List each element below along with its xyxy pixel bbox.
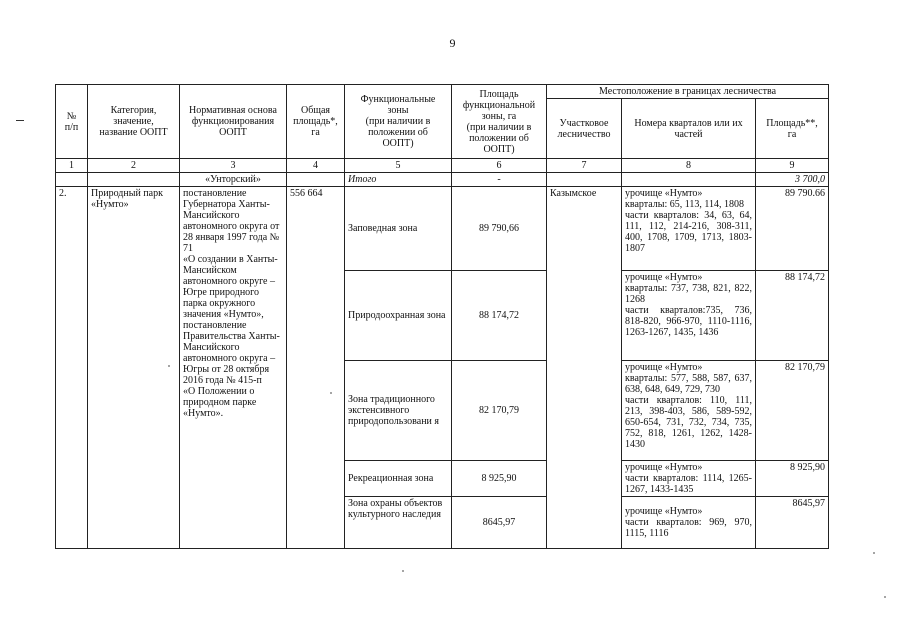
itogo-label: Итого [345, 173, 452, 187]
column-number: 4 [287, 159, 345, 173]
scan-speck [884, 596, 886, 598]
zone-area: 82 170,79 [452, 361, 547, 461]
zone-row [56, 187, 829, 271]
zone-quarters: урочище «Нумто» кварталы: 577, 588, 587, 637, 638, 648, 649, 729, 730 части кварталов: 110, 111, 213, 398-403, 586, 589-592, 650-654, 731, 732, 734, 735, 752, 818, 1261, 1262, 1428-1430 [622, 361, 756, 461]
scan-speck [873, 552, 875, 554]
zone-name: Зона традиционного экстенсивного природопользовани я [345, 361, 452, 461]
zone-location-area: 89 790.66 [756, 187, 829, 271]
zone-quarters: урочище «Нумто» кварталы: 737, 738, 821, 822, 1268 части кварталов:735, 736, 818-820, 966-970, 1110-1116, 1263-1267, 1435, 1436 [622, 271, 756, 361]
column-number: 2 [88, 159, 180, 173]
header-zone-area: Площадь функциональной зоны, га (при наличии в положении об ООПТ) [452, 85, 547, 159]
zone-name: Природоохранная зона [345, 271, 452, 361]
column-number: 9 [756, 159, 829, 173]
zone-location-area: 82 170,79 [756, 361, 829, 461]
column-number: 7 [547, 159, 622, 173]
zone-area: 88 174,72 [452, 271, 547, 361]
column-number: 1 [56, 159, 88, 173]
header-normative: Нормативная основа функционирования ООПТ [180, 85, 287, 159]
scan-speck [168, 365, 170, 367]
zone-quarters: урочище «Нумто» кварталы: 65, 113, 114, 1808 части кварталов: 34, 63, 64, 111, 112, 214-216, 308-311, 400, 1708, 1709, 1713, 1803- 1807 [622, 187, 756, 271]
park-category: Природный парк «Нумто» [88, 187, 180, 549]
header-quarters: Номера кварталов или их частей [622, 99, 756, 159]
zone-location-area: 88 174,72 [756, 271, 829, 361]
header-number: № п/п [56, 85, 88, 159]
park-normative-basis: постановление Губернатора Ханты-Мансийского автономного округа от 28 января 1997 года № 71 «О создании в Ханты-Мансийском автономного округе – Югре природного парка окружного значения «Нумто», постановление Правительства Ханты-Мансийского автономного округа – Югры от 28 октября 2016 года № 415-п «О Положении о природном парке «Нумто». [180, 187, 287, 549]
scan-speck [402, 570, 404, 572]
zone-location-area: 8645,97 [756, 497, 829, 549]
header-row-1 [56, 85, 829, 99]
zone-location-area: 8 925,90 [756, 461, 829, 497]
previous-park-name: «Унторский» [180, 173, 287, 187]
header-total-area: Общая площадь*, га [287, 85, 345, 159]
park-total-area: 556 664 [287, 187, 345, 549]
zone-quarters: урочище «Нумто» части кварталов: 1114, 1265-1267, 1433-1435 [622, 461, 756, 497]
zone-area: 8 925,90 [452, 461, 547, 497]
column-number: 5 [345, 159, 452, 173]
zone-name: Заповедная зона [345, 187, 452, 271]
header-loc-area: Площадь**, га [756, 99, 829, 159]
scan-speck [330, 392, 332, 394]
header-location-group: Местоположение в границах лесничества [547, 85, 829, 99]
column-number: 8 [622, 159, 756, 173]
page-number: 9 [449, 36, 456, 50]
itogo-dash: - [452, 173, 547, 187]
column-number: 3 [180, 159, 287, 173]
zone-name: Рекреационная зона [345, 461, 452, 497]
zone-name: Зона охраны объектов культурного наследия [345, 497, 452, 549]
column-number-row [56, 159, 829, 173]
itogo-area: 3 700,0 [756, 173, 829, 187]
column-number: 6 [452, 159, 547, 173]
zone-quarters: урочище «Нумто» части кварталов: 969, 970, 1115, 1116 [622, 497, 756, 549]
header-forestry: Участковое лесничество [547, 99, 622, 159]
zone-area: 89 790,66 [452, 187, 547, 271]
forestry-name: Казымское [547, 187, 622, 549]
park-number: 2. [56, 187, 88, 549]
oopt-table [55, 84, 829, 549]
header-zones: Функциональные зоны (при наличии в положении об ООПТ) [345, 85, 452, 159]
margin-mark [16, 120, 24, 121]
itogo-row [56, 173, 829, 187]
header-category: Категория, значение, название ООПТ [88, 85, 180, 159]
zone-area: 8645,97 [452, 497, 547, 549]
